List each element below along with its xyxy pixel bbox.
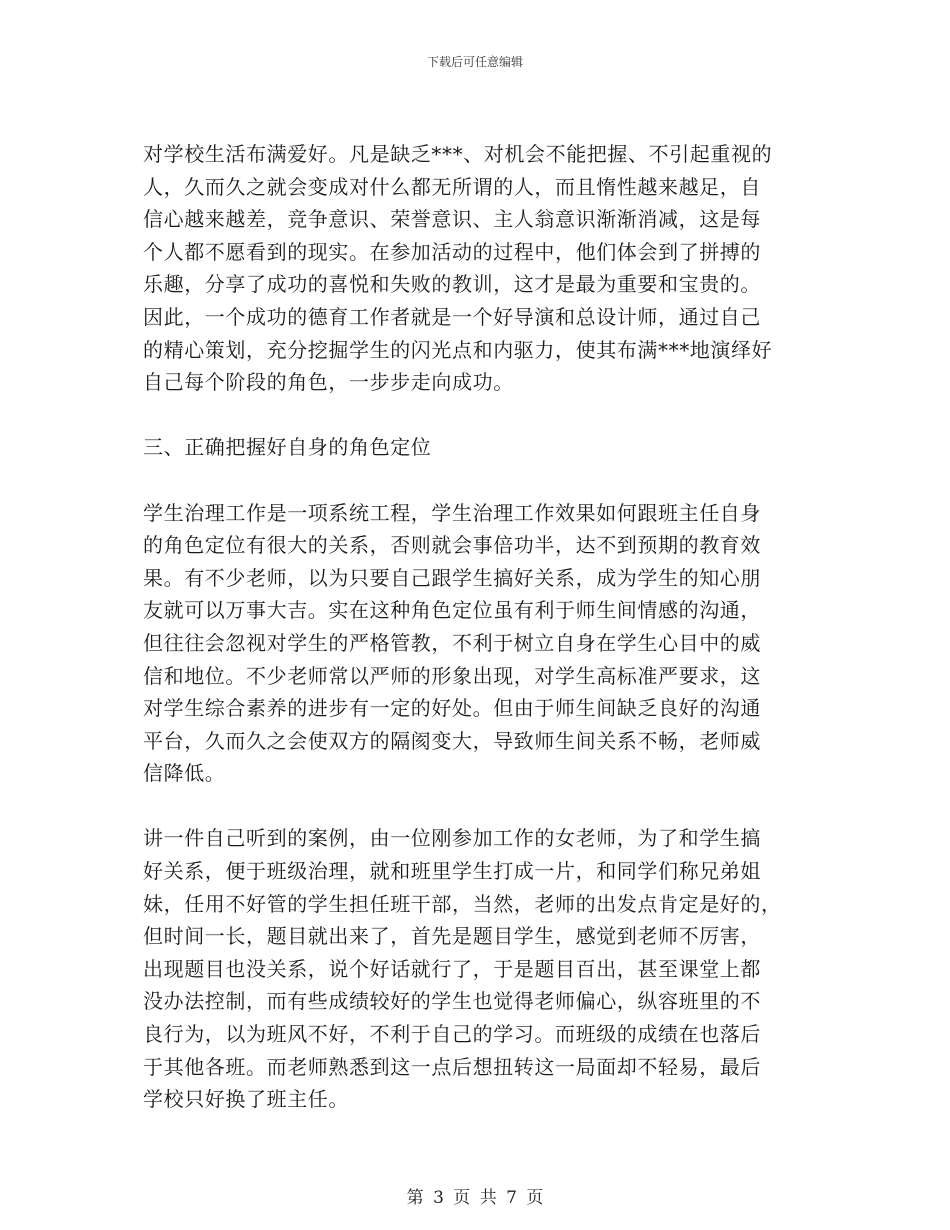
paragraph — [143, 138, 808, 399]
text-line: 但时间一长，题目就出来了，首先是题目学生，感觉到老师不厉害， — [143, 924, 761, 949]
heading-line: 三、正确把握好自身的角色定位 — [143, 435, 432, 460]
text-line: 的精心策划，充分挖掘学生的闪光点和内驱力，使其布满***地演绎好 — [143, 337, 773, 362]
paragraph-gap — [143, 464, 808, 497]
text-line: 自己每个阶段的角色，一步步走向成功。 — [143, 370, 514, 395]
text-line: 好关系，便于班级治理，就和班里学生打成一片，和同学们称兄弟姐 — [143, 859, 761, 884]
text-line: 没办法控制，而有些成绩较好的学生也觉得老师偏心，纵容班里的不 — [143, 989, 761, 1014]
text-line: 对学校生活布满爱好。凡是缺乏***、对机会不能把握、不引起重视的 — [143, 142, 773, 166]
text-line: 讲一件自己听到的案例，由一位刚参加工作的女老师，为了和学生搞 — [143, 826, 761, 851]
section-heading — [143, 431, 808, 464]
text-line: 的角色定位有很大的关系，否则就会事倍功半，达不到预期的教育效 — [143, 533, 761, 558]
document-body — [143, 138, 808, 1116]
text-line: 但往往会忽视对学生的严格管教，不利于树立自身在学生心目中的威 — [143, 630, 761, 655]
text-line: 对学生综合素养的进步有一定的好处。但由于师生间缺乏良好的沟通 — [143, 696, 761, 721]
text-line: 出现题目也没关系，说个好话就行了，于是题目百出，甚至课堂上都 — [143, 956, 761, 981]
text-line: 信降低。 — [143, 761, 226, 786]
page-number: 第 3 页 共 7 页 — [406, 1188, 544, 1208]
page-header: 下载后可任意编辑 — [426, 55, 523, 69]
text-line: 信和地位。不少老师常以严师的形象出现，对学生高标准严要求，这 — [143, 663, 761, 688]
text-line: 人，久而久之就会变成对什么都无所谓的人，而且惰性越来越足，自 — [143, 174, 761, 199]
text-line: 友就可以万事大吉。实在这种角色定位虽有利于师生间情感的沟通， — [143, 598, 761, 623]
paragraph — [143, 497, 808, 790]
text-line: 平台，久而久之会使双方的隔阂变大，导致师生间关系不畅，老师威 — [143, 728, 761, 753]
text-line: 因此，一个成功的德育工作者就是一个好导演和总设计师，通过自己 — [143, 304, 761, 329]
text-line: 学生治理工作是一项系统工程，学生治理工作效果如何跟班主任自身 — [143, 500, 761, 525]
text-line: 个人都不愿看到的现实。在参加活动的过程中，他们体会到了拼搏的 — [143, 239, 761, 264]
text-line: 果。有不少老师，以为只要自己跟学生搞好关系，成为学生的知心朋 — [143, 565, 761, 590]
paragraph-gap — [143, 790, 808, 823]
text-line: 于其他各班。而老师熟悉到这一点后想扭转这一局面却不轻易，最后 — [143, 1054, 761, 1079]
paragraph — [143, 822, 808, 1115]
text-line: 学校只好换了班主任。 — [143, 1087, 349, 1112]
text-line: 良行为，以为班风不好，不利于自己的学习。而班级的成绩在也落后 — [143, 1022, 761, 1047]
text-line: 信心越来越差，竞争意识、荣誉意识、主人翁意识渐渐消减，这是每 — [143, 207, 761, 232]
paragraph-gap — [143, 399, 808, 432]
text-line: 乐趣，分享了成功的喜悦和失败的教训，这才是最为重要和宝贵的。 — [143, 272, 761, 297]
text-line: 妹，任用不好管的学生担任班干部，当然，老师的出发点肯定是好的， — [143, 891, 782, 916]
